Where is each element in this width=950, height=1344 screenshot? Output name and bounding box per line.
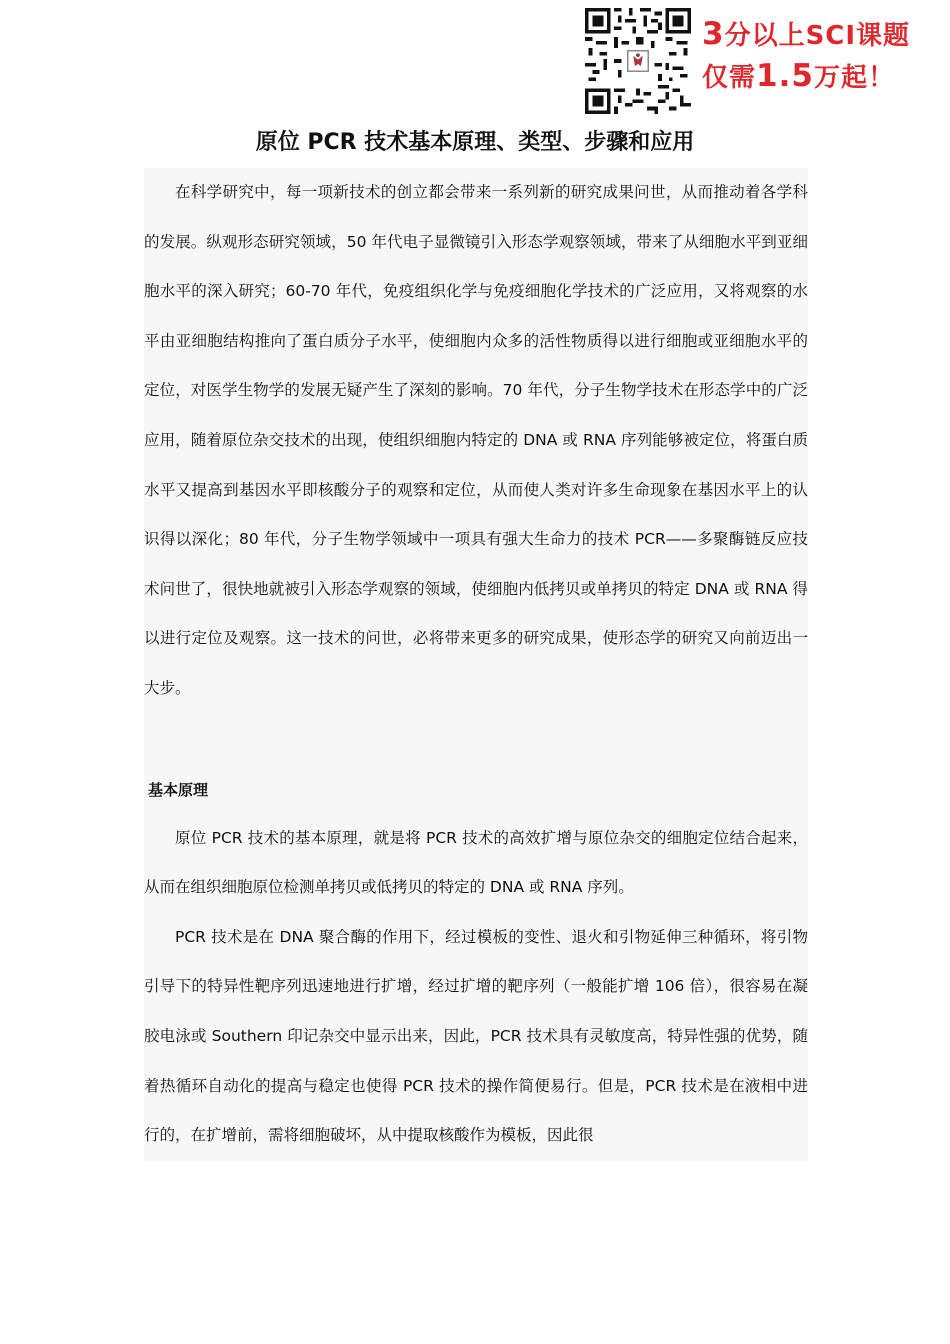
promo-text-1: 分以上SCI课题	[724, 21, 911, 51]
qr-code-graphic	[585, 8, 691, 114]
principle-paragraph-2: PCR 技术是在 DNA 聚合酶的作用下，经过模板的变性、退火和引物延伸三种循环，将引物引导下的特异性靶序列迅速地进行扩增，经过扩增的靶序列（一般能扩增 106 倍），很容易在凝胶电泳或 Southern 印记杂交中显示出来，因此，PCR 技术具有灵敏度高，特异性强的优势，随着热循环自动化的提高与稳定也使得 PCR 技术的操作简便易行。但是，PCR 技术是在液相中进行的，在扩增前，需将细胞破坏，从中提取核酸作为模板，因此很	[144, 927, 808, 1145]
promo-line-1	[702, 14, 942, 56]
qr-code	[585, 8, 691, 114]
page-title: 原位 PCR 技术基本原理、类型、步骤和应用	[255, 130, 695, 155]
section-spacer	[144, 714, 808, 772]
promo-text-2a: 仅需	[702, 63, 757, 93]
promo-number-3: 3	[702, 16, 725, 52]
promo-text-2b: 万起！	[813, 63, 895, 93]
intro-paragraph: 在科学研究中，每一项新技术的创立都会带来一系列新的研究成果问世，从而推动着各学科的发展。纵观形态研究领域，50 年代电子显微镜引入形态学观察领域，带来了从细胞水平到亚细胞水平的深入研究；60-70 年代，免疫组织化学与免疫细胞化学技术的广泛应用，又将观察的水平由亚细胞结构推向了蛋白质分子水平，使细胞内众多的活性物质得以进行细胞或亚细胞水平的定位，对医学生物学的发展无疑产生了深刻的影响。70 年代，分子生物学技术在形态学中的广泛应用，随着原位杂交技术的出现，使组织细胞内特定的 DNA 或 RNA 序列能够被定位，将蛋白质水平又提高到基因水平即核酸分子的观察和定位，从而使人类对许多生命现象在基因水平上的认识得以深化；80 年代，分子生物学领域中一项具有强大生命力的技术 PCR——多聚酶链反应技术问世了，很快地就被引入形态学观察的领域，使细胞内低拷贝或单拷贝的特定 DNA 或 RNA 得以进行定位及观察。这一技术的问世，必将带来更多的研究成果，使形态学的研究又向前迈出一大步。	[144, 183, 808, 697]
promo-price: 1.5	[756, 58, 814, 94]
section-heading-principle: 基本原理	[148, 780, 209, 799]
promo-banner	[702, 14, 942, 98]
document-body	[144, 168, 808, 1161]
principle-paragraph-1: 原位 PCR 技术的基本原理，就是将 PCR 技术的高效扩增与原位杂交的细胞定位结合起来，从而在组织细胞原位检测单拷贝或低拷贝的特定的 DNA 或 RNA 序列。	[144, 828, 808, 897]
promo-line-2	[702, 56, 942, 98]
